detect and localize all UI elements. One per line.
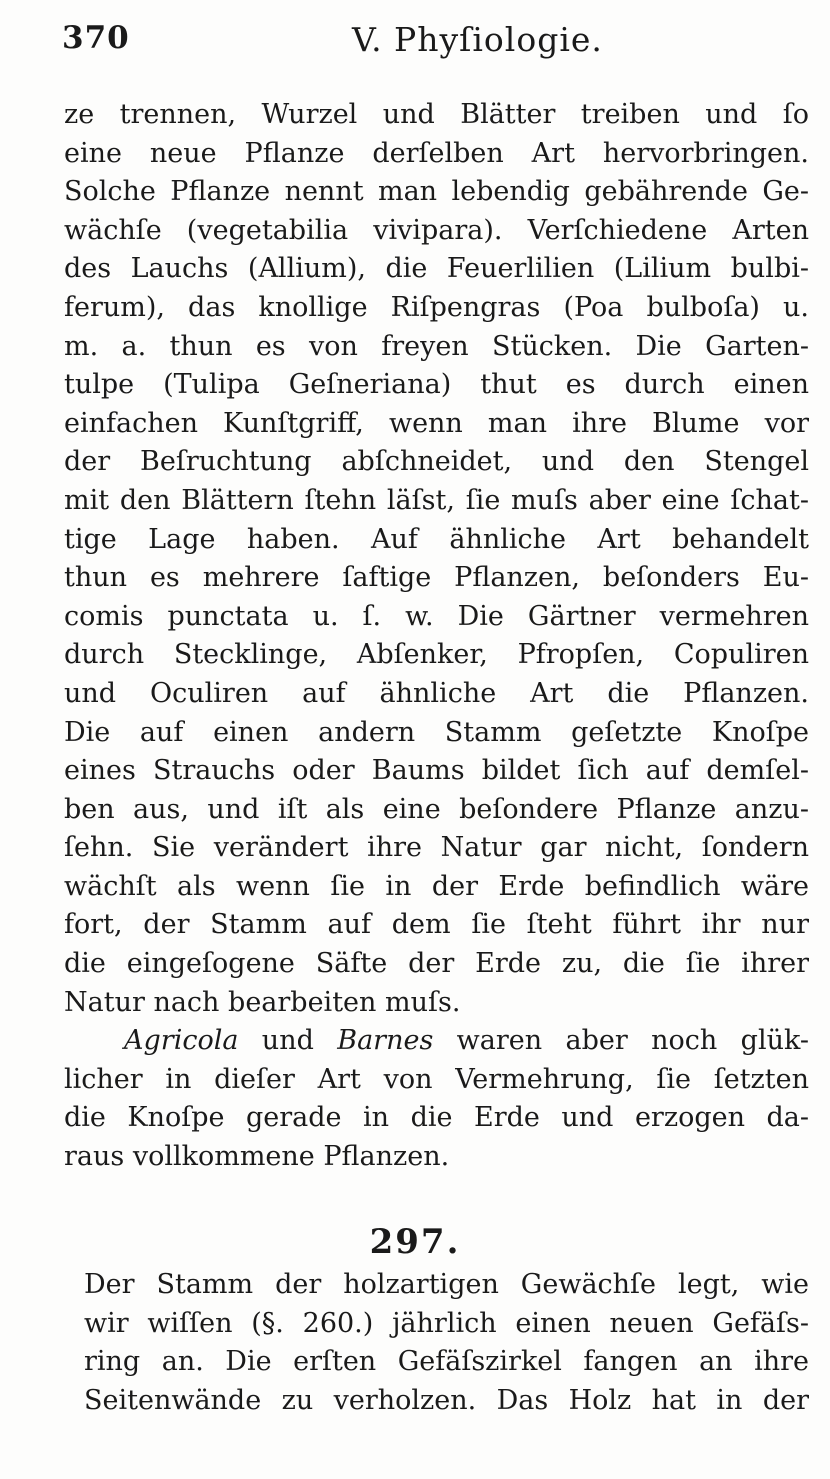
text-line: die eingeſogene Säfte der Erde zu, die ſie ihrer (64, 948, 809, 980)
text-line: und Oculiren auf ähnliche Art die Pflanzen. (64, 677, 809, 709)
text-line: ferum), das knollige Riſpengras (Poa bulboſa) u. (64, 291, 809, 323)
text-line: ring an. Die erſten Gefäſszirkel fangen an ihre (84, 1346, 809, 1378)
author-name: Barnes (337, 1025, 434, 1057)
author-name: Agricola (124, 1025, 239, 1057)
text-line: die Knoſpe gerade in die Erde und erzogen da- (64, 1102, 809, 1134)
text-line: eines Strauchs oder Baums bildet ſich auf demſel- (64, 755, 809, 787)
text-line: durch Stecklinge, Abſenker, Pfropſen, Copuliren (64, 639, 809, 671)
body-text (64, 96, 809, 1177)
text-line: ze trennen, Wurzel und Blätter treiben und ſo (64, 99, 809, 130)
text-line: der Beſruchtung abſchneidet, und den Stengel (64, 446, 809, 478)
text-line: ſehn. Sie verändert ihre Natur gar nicht, ſondern (64, 832, 809, 864)
text-line: tige Lage haben. Auf ähnliche Art behandelt (64, 523, 809, 555)
text-line: einfachen Kunſtgriff, wenn man ihre Blume vor (64, 407, 809, 439)
body-text-section (84, 1266, 809, 1420)
running-head: V. Phyſiologie. (352, 20, 603, 59)
text-line (64, 1022, 809, 1061)
text-line: Die auf einen andern Stamm geſetzte Knoſpe (64, 716, 809, 748)
page-number: 370 (62, 20, 130, 56)
text-line: wir wiſſen (§. 260.) jährlich einen neuen Gefäſs- (84, 1307, 809, 1339)
section-number: 297. (369, 1222, 461, 1262)
text-line: wächſe (vegetabilia vivipara). Verſchiedene Arten (64, 214, 809, 246)
text-line: des Lauchs (Allium), die Feuerlilien (Lilium bulbi- (64, 253, 809, 285)
text-line: raus vollkommene Pflanzen. (64, 1141, 450, 1173)
text-line: licher in dieſer Art von Vermehrung, ſie ſetzten (64, 1063, 809, 1095)
text-line: Seitenwände zu verholzen. Das Holz hat in der (84, 1384, 809, 1416)
text-fragment: und (238, 1025, 338, 1057)
page-header (62, 20, 762, 64)
text-line: ben aus, und iſt als eine beſondere Pflanze anzu- (64, 793, 809, 825)
text-line: Der Stamm der holzartigen Gewächſe legt, wie (84, 1269, 809, 1300)
text-line: m. a. thun es von freyen Stücken. Die Garten- (64, 330, 809, 362)
text-line: eine neue Pflanze derſelben Art hervorbringen. (64, 137, 809, 169)
text-line: mit den Blättern ſtehn läſst, ſie muſs aber eine ſchat- (64, 484, 809, 516)
text-line: thun es mehrere ſaftige Pflanzen, beſonders Eu- (64, 562, 809, 594)
text-line: fort, der Stamm auf dem ſie ſteht führt ihr nur (64, 909, 809, 941)
text-line: wächſt als wenn ſie in der Erde befindlich wäre (64, 870, 809, 902)
text-line: Solche Pflanze nennt man lebendig gebährende Ge- (64, 176, 809, 208)
text-line: Natur nach bearbeiten muſs. (64, 986, 461, 1018)
text-fragment: waren aber noch glük- (433, 1025, 809, 1057)
text-line: tulpe (Tulipa Geſneriana) thut es durch einen (64, 369, 809, 401)
text-line: comis punctata u. ſ. w. Die Gärtner vermehren (64, 600, 809, 632)
